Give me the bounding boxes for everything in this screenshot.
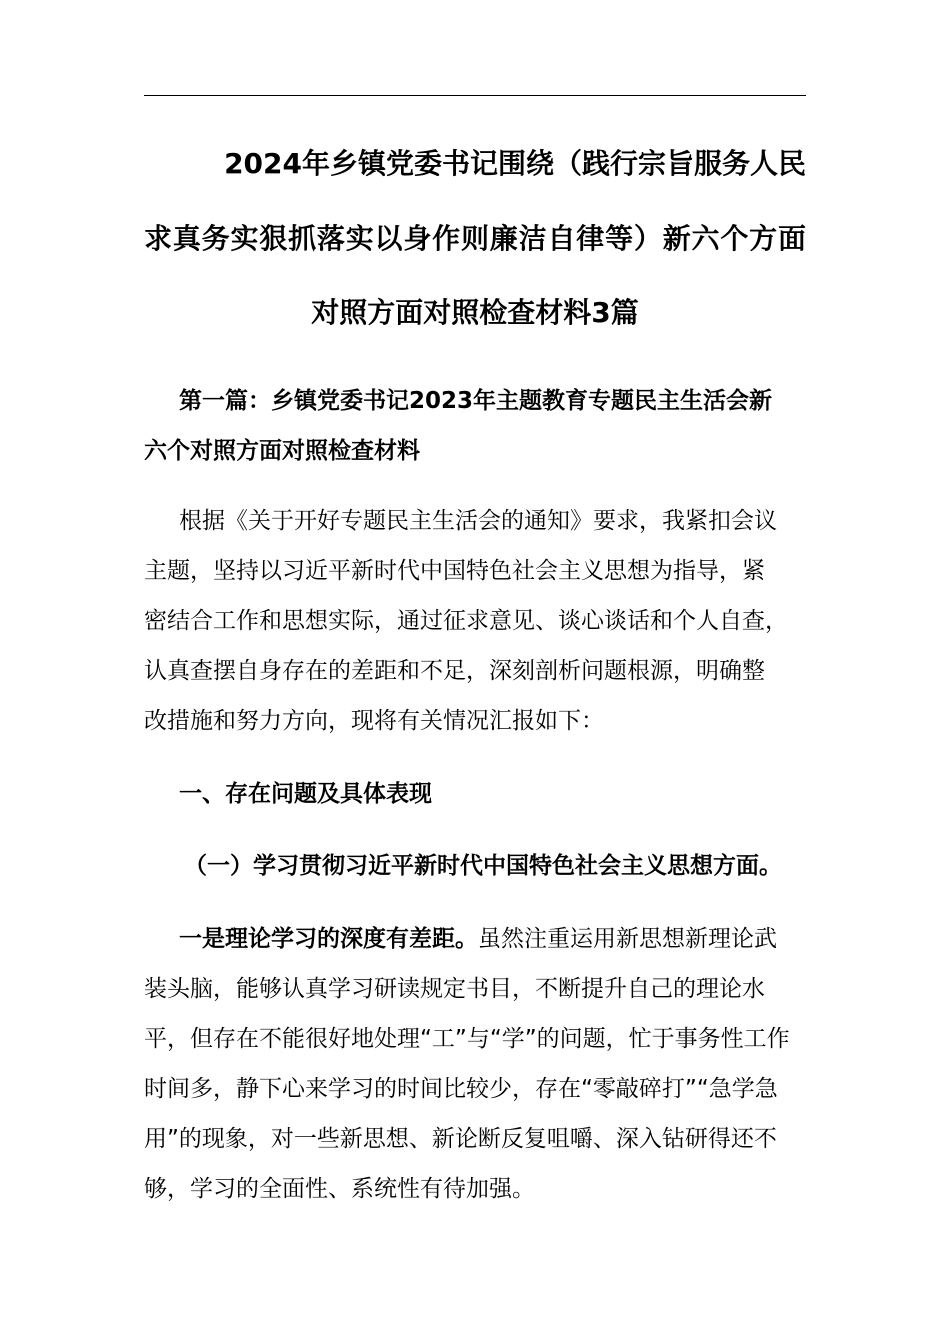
point-1-lead: 一是理论学习的深度有差距。 xyxy=(179,926,478,952)
intro-paragraph-line: 改措施和努力方向，现将有关情况汇报如下： xyxy=(144,708,604,734)
document-title-line-1: 2024年乡镇党委书记围绕（践行宗旨服务人民 xyxy=(224,147,806,180)
section-1-heading: 一、存在问题及具体表现 xyxy=(179,781,432,807)
part1-heading-line-2: 六个对照方面对照检查材料 xyxy=(144,438,420,464)
part1-heading-line-1: 第一篇：乡镇党委书记2023年主题教育专题民主生活会新 xyxy=(179,388,773,414)
intro-paragraph-line: 主题，坚持以习近平新时代中国特色社会主义思想为指导，紧 xyxy=(144,558,765,584)
header-rule xyxy=(144,95,806,96)
document-title-line-2: 求真务实狠抓落实以身作则廉洁自律等）新六个方面 xyxy=(144,222,806,255)
point-1-first-line xyxy=(144,924,806,954)
point-1-line: 用”的现象，对一些新思想、新论断反复咀嚼、深入钻研得还不 xyxy=(144,1126,777,1152)
subsection-1-heading: （一）学习贯彻习近平新时代中国特色社会主义思想方面。 xyxy=(184,853,782,879)
point-1-line: 够，学习的全面性、系统性有待加强。 xyxy=(144,1176,535,1202)
point-1-line: 装头脑，能够认真学习研读规定书目，不断提升自己的理论水 xyxy=(144,976,765,1002)
document-title-line-3: 对照方面对照检查材料3篇 xyxy=(311,296,639,329)
intro-paragraph-line: 根据《关于开好专题民主生活会的通知》要求，我紧扣会议 xyxy=(179,508,777,534)
intro-paragraph-line: 认真查摆自身存在的差距和不足，深刻剖析问题根源，明确整 xyxy=(144,658,765,684)
point-1-line: 平，但存在不能很好地处理“工”与“学”的问题，忙于事务性工作 xyxy=(144,1026,790,1052)
point-1-line: 时间多，静下心来学习的时间比较少，存在“零敲碎打”“急学急 xyxy=(144,1076,778,1102)
intro-paragraph-line: 密结合工作和思想实际，通过征求意见、谈心谈话和个人自查， xyxy=(144,608,788,634)
point-1-first-line-rest: 虽然注重运用新思想新理论武 xyxy=(478,926,777,952)
